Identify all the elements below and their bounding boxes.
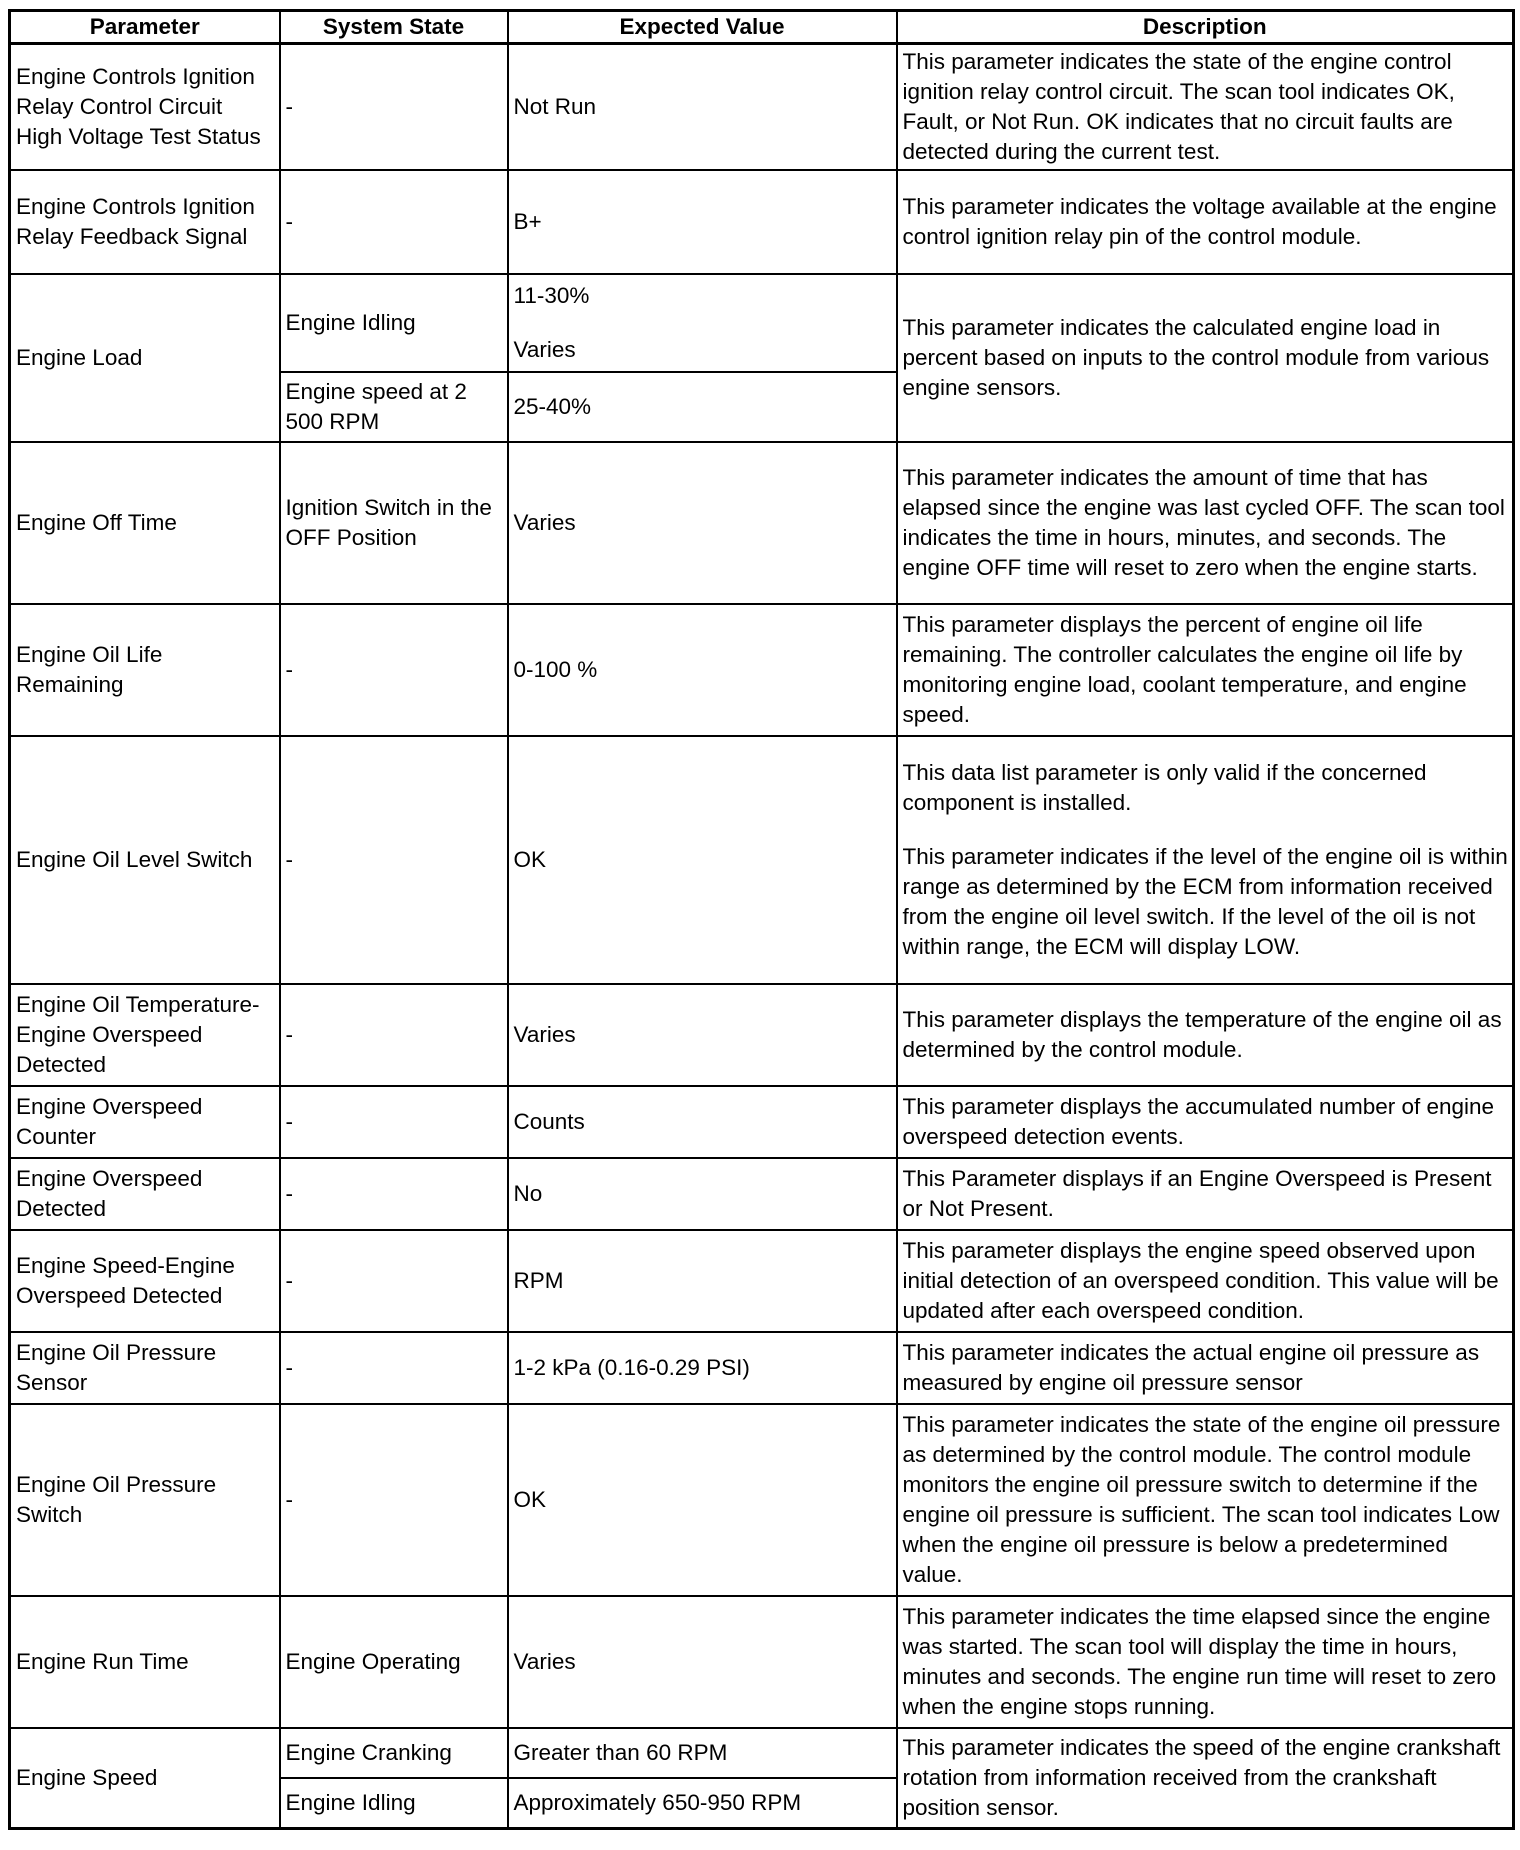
description-cell: This Parameter displays if an Engine Overspeed is Present or Not Present. [897,1158,1514,1230]
description-cell: This parameter indicates the state of the engine control ignition relay control circuit. The scan tool indicates OK, Fault, or Not Run. OK indicates that no circuit faults are detected during the current test. [897,44,1514,171]
expected-value-cell: OK [508,1404,897,1596]
table-row [10,604,1514,736]
table-row [10,1596,1514,1728]
description-cell: This parameter indicates the time elapsed since the engine was started. The scan tool will display the time in hours, minutes and seconds. The engine run time will reset to zero when the engine stops running. [897,1596,1514,1728]
header-expected-value: Expected Value [508,11,897,44]
system-state-cell: Engine Operating [280,1596,508,1728]
description-cell: This parameter displays the engine speed observed upon initial detection of an overspeed condition. This value will be updated after each overspeed condition. [897,1230,1514,1332]
table-row [10,170,1514,274]
parameter-cell: Engine Off Time [10,442,280,604]
table-row [10,1230,1514,1332]
expected-value-cell: Greater than 60 RPM [508,1728,897,1778]
expected-value-cell: Varies [508,1596,897,1728]
parameter-table-sheet [8,9,1515,1830]
system-state-cell: Ignition Switch in the OFF Position [280,442,508,604]
system-state-cell: Engine speed at 2 500 RPM [280,372,508,442]
parameter-cell: Engine Oil Pressure Sensor [10,1332,280,1404]
system-state-cell: - [280,44,508,171]
description-cell: This parameter displays the temperature of the engine oil as determined by the control module. [897,984,1514,1086]
system-state-cell: - [280,1230,508,1332]
table-row [10,984,1514,1086]
expected-value-cell: No [508,1158,897,1230]
description-paragraph: This data list parameter is only valid if the concerned component is installed. [902,760,1427,815]
system-state-cell: - [280,170,508,274]
parameter-cell: Engine Overspeed Detected [10,1158,280,1230]
system-state-cell: - [280,1404,508,1596]
expected-value-cell: 0-100 % [508,604,897,736]
table-row [10,1404,1514,1596]
expected-value-cell: Varies [508,442,897,604]
parameter-cell: Engine Oil Pressure Switch [10,1404,280,1596]
expected-value-line: Varies [513,337,576,362]
expected-value-cell: Varies [508,984,897,1086]
description-cell: This parameter indicates the voltage available at the engine control ignition relay pin of the control module. [897,170,1514,274]
header-row [10,11,1514,44]
expected-value-cell: OK [508,736,897,984]
expected-value-cell: 25-40% [508,372,897,442]
parameter-cell: Engine Speed [10,1728,280,1828]
parameter-cell: Engine Overspeed Counter [10,1086,280,1158]
parameter-cell: Engine Controls Ignition Relay Control Circuit High Voltage Test Status [10,44,280,171]
expected-value-cell: 1-2 kPa (0.16-0.29 PSI) [508,1332,897,1404]
description-cell: This parameter indicates the amount of time that has elapsed since the engine was last cycled OFF. The scan tool indicates the time in hours, minutes, and seconds. The engine OFF time will reset to zero when the engine starts. [897,442,1514,604]
expected-value-cell: RPM [508,1230,897,1332]
expected-value-cell: B+ [508,170,897,274]
system-state-cell: - [280,604,508,736]
parameter-cell: Engine Oil Life Remaining [10,604,280,736]
header-parameter: Parameter [10,11,280,44]
description-cell: This parameter indicates the state of the engine oil pressure as determined by the control module. The control module monitors the engine oil pressure switch to determine if the engine oil pressure is sufficient. The scan tool indicates Low when the engine oil pressure is below a predetermined value. [897,1404,1514,1596]
parameter-cell: Engine Run Time [10,1596,280,1728]
system-state-cell: Engine Idling [280,274,508,372]
parameter-cell: Engine Oil Level Switch [10,736,280,984]
expected-value-cell: Approximately 650-950 RPM [508,1778,897,1828]
parameter-table [8,9,1515,1830]
system-state-cell: - [280,1086,508,1158]
table-row [10,44,1514,171]
description-cell: This parameter indicates the calculated engine load in percent based on inputs to the control module from various engine sensors. [897,274,1514,442]
description-cell [897,736,1514,984]
description-cell: This parameter indicates the actual engine oil pressure as measured by engine oil pressure sensor [897,1332,1514,1404]
system-state-cell: Engine Idling [280,1778,508,1828]
table-row [10,1728,1514,1778]
header-description: Description [897,11,1514,44]
table-row [10,1332,1514,1404]
system-state-cell: - [280,736,508,984]
table-row [10,1086,1514,1158]
system-state-cell: Engine Cranking [280,1728,508,1778]
expected-value-line: 11-30% [513,283,590,308]
description-cell: This parameter indicates the speed of the engine crankshaft rotation from information received from the crankshaft position sensor. [897,1728,1514,1828]
header-system-state: System State [280,11,508,44]
parameter-cell: Engine Speed-Engine Overspeed Detected [10,1230,280,1332]
table-row [10,1158,1514,1230]
description-cell: This parameter displays the percent of engine oil life remaining. The controller calculates the engine oil life by monitoring engine load, coolant temperature, and engine speed. [897,604,1514,736]
table-row [10,736,1514,984]
system-state-cell: - [280,1158,508,1230]
table-row [10,442,1514,604]
expected-value-cell [508,274,897,372]
description-cell: This parameter displays the accumulated number of engine overspeed detection events. [897,1086,1514,1158]
description-paragraph: This parameter indicates if the level of the engine oil is within range as determined by the ECM from information received from the engine oil level switch. If the level of the oil is not within range, the ECM will display LOW. [902,844,1508,959]
system-state-cell: - [280,1332,508,1404]
expected-value-cell: Not Run [508,44,897,171]
parameter-cell: Engine Oil Temperature-Engine Overspeed Detected [10,984,280,1086]
table-row [10,274,1514,372]
system-state-cell: - [280,984,508,1086]
parameter-cell: Engine Controls Ignition Relay Feedback Signal [10,170,280,274]
expected-value-cell: Counts [508,1086,897,1158]
parameter-cell: Engine Load [10,274,280,442]
